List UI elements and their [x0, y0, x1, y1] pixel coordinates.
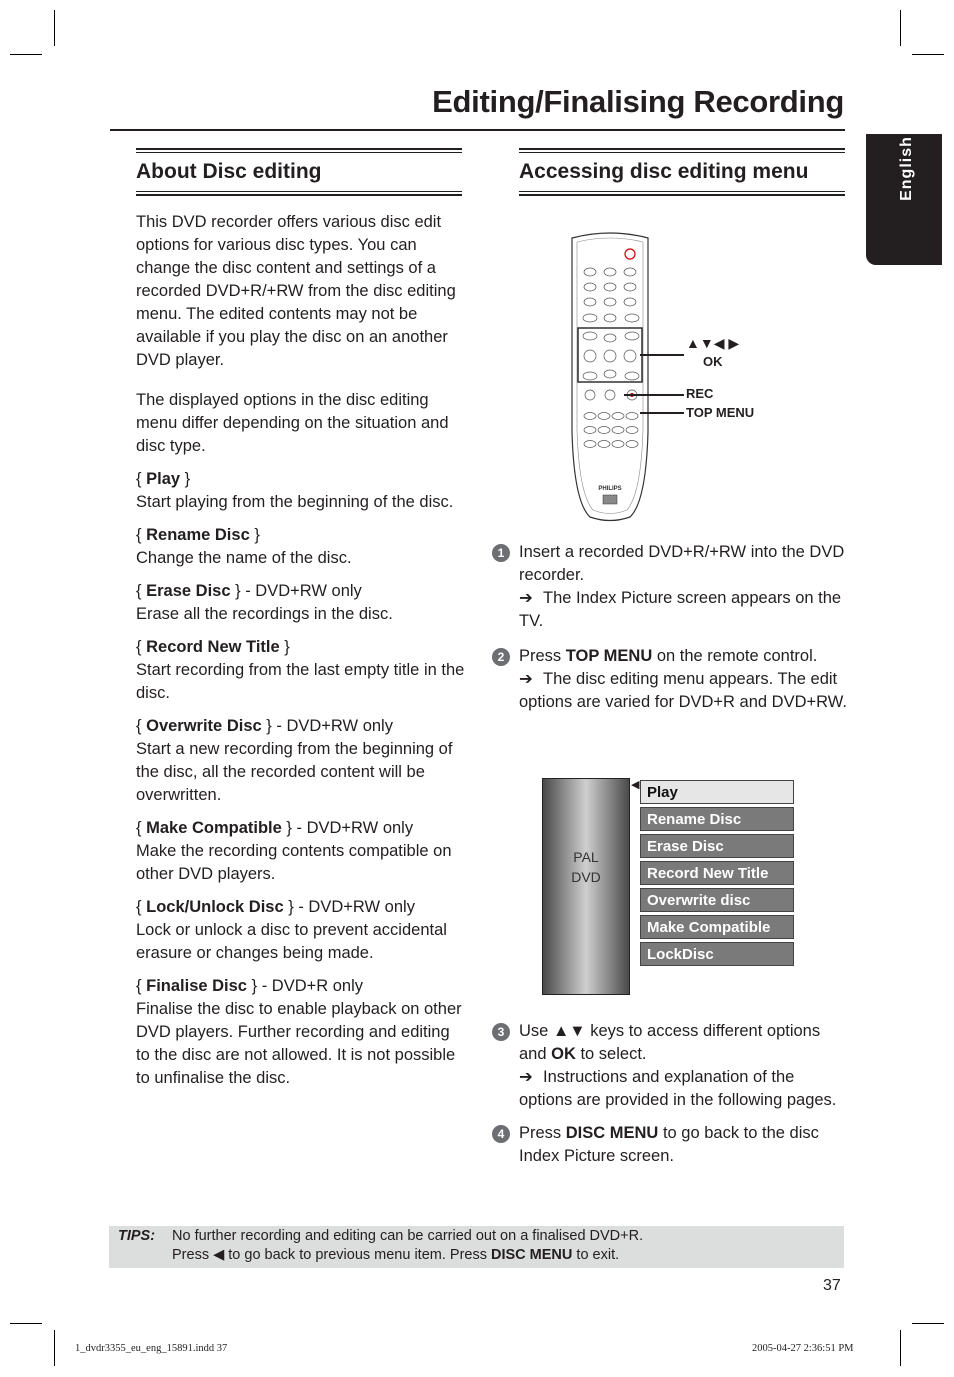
footer-filename: 1_dvdr3355_eu_eng_15891.indd 37	[75, 1343, 228, 1354]
menu-item-lockdisc[interactable]: LockDisc	[640, 942, 794, 966]
option-rename-disc: { Rename Disc }	[136, 526, 260, 544]
option-desc: Erase all the recordings in the disc.	[136, 605, 393, 623]
menu-side-bar	[542, 778, 630, 995]
crop-mark	[10, 54, 42, 55]
menu-item-make-compatible[interactable]: Make Compatible	[640, 915, 794, 939]
intro-paragraph-1: This DVD recorder offers various disc edit options for various disc types. You can change the disc content and settings of a recorded DVD+R/+RW from the disc editing menu. The edited contents may not be available if you play the disc on an another DVD player.	[136, 213, 456, 369]
crop-mark	[54, 10, 55, 46]
step-1	[492, 541, 848, 633]
tips-box	[109, 1226, 844, 1268]
intro-paragraph-2: The displayed options in the disc editing menu differ depending on the situation and disc type.	[136, 391, 449, 455]
crop-mark	[900, 10, 901, 46]
option-desc: Finalise the disc to enable playback on other DVD players. Further recording and editing to the disc are not allowed. It is not possible to unfinalise the disc.	[136, 1000, 462, 1087]
tips-line-2: Press ◀ to go back to previous menu item. Press DISC MENU to exit.	[172, 1247, 620, 1263]
about-disc-editing-heading	[136, 148, 462, 196]
pointer-line-rec	[624, 394, 684, 396]
option-name: Record New Title	[146, 638, 280, 656]
step-2: 2 Press TOP MENU on the remote control. ➔ The disc editing menu appears. The edit options are varied for DVD+R and DVD+RW.	[492, 645, 848, 714]
result-arrow-icon: ➔	[519, 670, 533, 688]
key-up-down: ▲▼	[552, 1022, 586, 1040]
pointer-line-arrows	[640, 354, 684, 356]
option-lock-unlock-disc: { Lock/Unlock Disc } - DVD+RW only	[136, 898, 415, 916]
menu-item-overwrite-disc[interactable]: Overwrite disc	[640, 888, 794, 912]
footer-timestamp: 2005-04-27 2:36:51 PM	[752, 1343, 854, 1354]
step-number: 2	[492, 648, 510, 666]
option-name: Lock/Unlock Disc	[146, 898, 284, 916]
label-rec: REC	[686, 386, 714, 401]
option-name: Rename Disc	[146, 526, 250, 544]
option-name: Erase Disc	[146, 582, 231, 600]
remote-control-illustration	[560, 232, 660, 522]
language-tab	[866, 134, 942, 265]
crop-mark	[900, 1330, 901, 1366]
label-ok: OK	[703, 354, 723, 369]
option-desc: Start recording from the last empty title in the disc.	[136, 661, 465, 702]
option-make-compatible: { Make Compatible } - DVD+RW only	[136, 819, 414, 837]
option-play: { Play }	[136, 470, 191, 488]
label-top-menu: TOP MENU	[686, 405, 755, 420]
option-desc: Start playing from the beginning of the disc.	[136, 493, 454, 511]
tips-key-disc-menu: DISC MENU	[491, 1247, 573, 1263]
option-overwrite-disc: { Overwrite Disc } - DVD+RW only	[136, 717, 393, 735]
crop-mark	[54, 1330, 55, 1366]
steps-1-2	[492, 541, 848, 714]
language-tab-label: English	[898, 136, 915, 201]
menu-side-label-dvd: DVD	[571, 869, 601, 885]
label-arrow-keys: ▲▼◀ ▶	[686, 335, 740, 351]
key-top-menu: TOP MENU	[565, 647, 653, 665]
page-title: Editing/Finalising Recording	[432, 84, 844, 119]
accessing-heading-text: Accessing disc editing menu	[519, 160, 809, 183]
option-desc: Make the recording contents compatible on other DVD players.	[136, 842, 452, 883]
tips-line-1: No further recording and editing can be carried out on a finalised DVD+R.	[172, 1228, 644, 1244]
step-number: 1	[492, 544, 510, 562]
menu-item-play[interactable]: Play	[640, 780, 794, 804]
step-number: 4	[492, 1125, 510, 1143]
option-name: Finalise Disc	[146, 977, 247, 995]
menu-item-erase-disc[interactable]: Erase Disc	[640, 834, 794, 858]
menu-item-rename-disc[interactable]: Rename Disc	[640, 807, 794, 831]
crop-mark	[10, 1323, 42, 1324]
menu-pointer-icon: ◀	[631, 779, 640, 791]
step-result: The Index Picture screen appears on the TV.	[519, 589, 842, 630]
crop-mark	[912, 54, 944, 55]
page-number: 37	[823, 1277, 841, 1294]
option-record-new-title: { Record New Title }	[136, 638, 290, 656]
key-disc-menu: DISC MENU	[565, 1124, 659, 1142]
result-arrow-icon: ➔	[519, 589, 533, 607]
pointer-line-top-menu	[640, 412, 684, 414]
option-name: Overwrite Disc	[146, 717, 262, 735]
step-number: 3	[492, 1023, 510, 1041]
power-icon	[625, 249, 635, 259]
about-heading-text: About Disc editing	[136, 160, 322, 183]
title-rule	[110, 129, 845, 131]
option-name: Make Compatible	[146, 819, 282, 837]
option-desc: Start a new recording from the beginning of the disc, all the recorded content will be overwritten.	[136, 740, 453, 804]
step-3: 3 Use ▲▼ keys to access different options and OK to select. ➔ Instructions and explanation of the options are provided in the following pages.	[492, 1020, 848, 1112]
crop-mark	[912, 1323, 944, 1324]
step-result: Instructions and explanation of the options are provided in the following pages.	[519, 1068, 837, 1109]
menu-side-label-pal: PAL	[573, 849, 599, 865]
tips-label: TIPS:	[118, 1228, 156, 1244]
option-desc: Lock or unlock a disc to prevent accidental erasure or changes being made.	[136, 921, 447, 962]
result-arrow-icon: ➔	[519, 1068, 533, 1086]
step-result: The disc editing menu appears. The edit options are varied for DVD+R and DVD+RW.	[519, 670, 848, 711]
option-erase-disc: { Erase Disc } - DVD+RW only	[136, 582, 362, 600]
option-name: Play	[146, 470, 181, 488]
remote-brand: PHILIPS	[598, 486, 622, 492]
step-4: 4 Press DISC MENU to go back to the disc Index Picture screen.	[492, 1122, 848, 1168]
accessing-menu-heading	[519, 148, 845, 196]
key-ok: OK	[551, 1045, 576, 1063]
about-column	[136, 211, 466, 1090]
menu-item-record-new-title[interactable]: Record New Title	[640, 861, 794, 885]
step-text: Insert a recorded DVD+R/+RW into the DVD recorder.	[519, 543, 845, 584]
option-desc: Change the name of the disc.	[136, 549, 352, 567]
option-finalise-disc: { Finalise Disc } - DVD+R only	[136, 977, 364, 995]
steps-3-4	[492, 1020, 848, 1168]
